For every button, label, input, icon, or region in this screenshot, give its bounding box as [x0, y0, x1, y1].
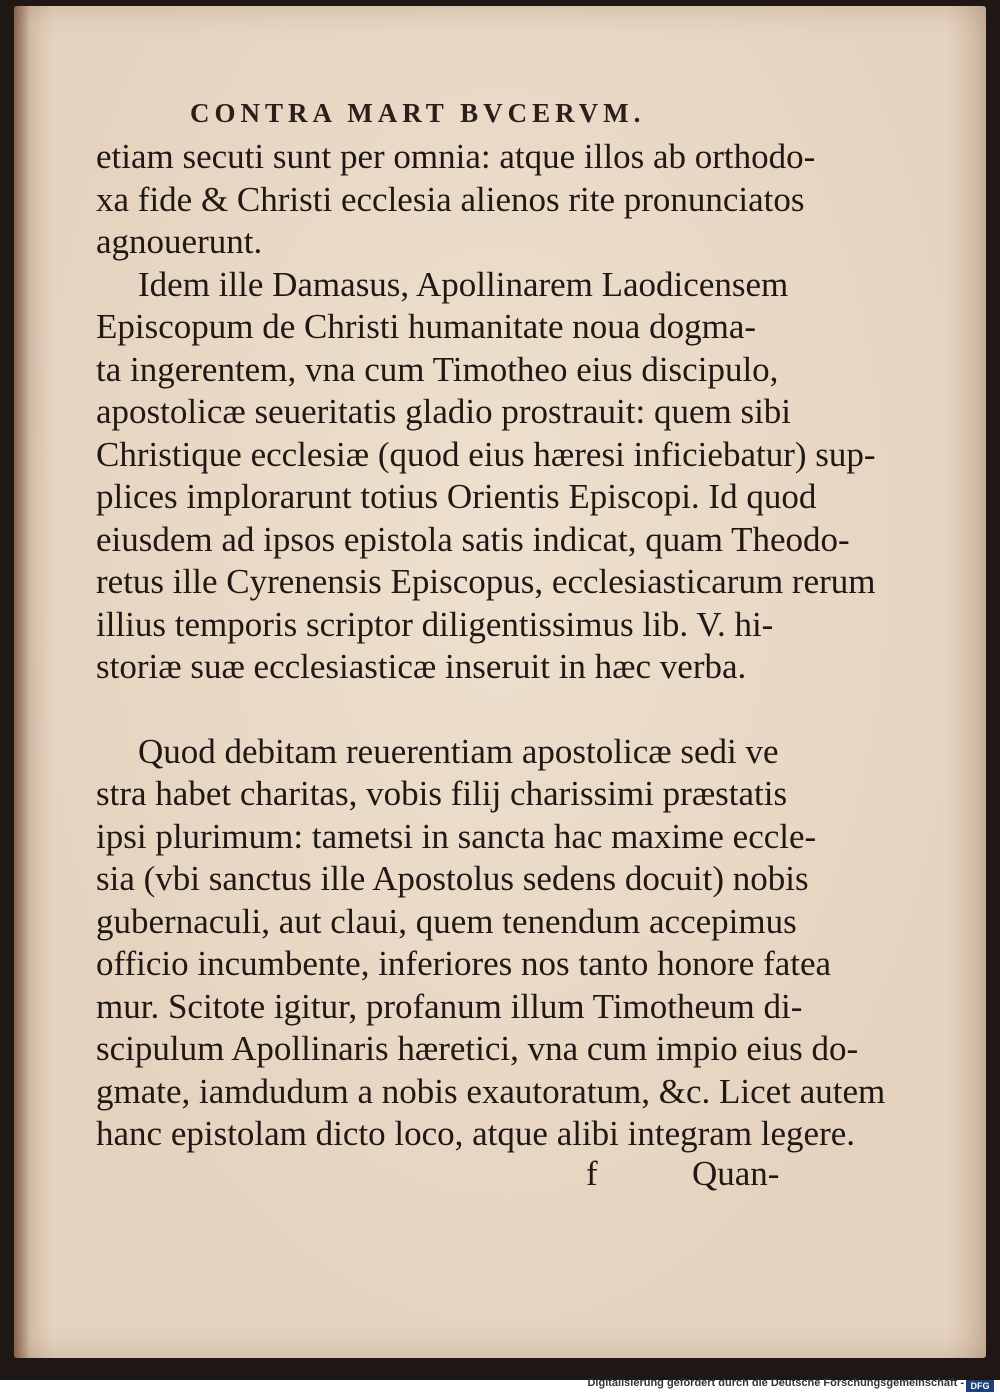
text-line: officio incumbente, inferiores nos tanto honore fatea: [96, 944, 832, 983]
catchword: Quan-: [692, 1154, 780, 1193]
text-line: etiam secuti sunt per omnia: atque illos ab orthodo-: [96, 137, 816, 176]
text-line: xa fide & Christi ecclesia alienos rite pronunciatos: [96, 179, 805, 219]
book-page: [14, 6, 986, 1358]
text-line: Idem ille Damasus, Apollinarem Laodicensem: [138, 264, 789, 304]
text-line: eiusdem ad ipsos epistola satis indicat, quam Theodo-: [96, 519, 850, 559]
dfg-logo: DFG: [966, 1380, 994, 1392]
catch-line: [14, 1154, 986, 1196]
signature-mark: f: [586, 1154, 598, 1193]
text-line: stra habet charitas, vobis filij charissimi præstatis: [96, 774, 788, 813]
text-line: gmate, iamdudum a nobis exautoratum, &c. Licet autem: [96, 1071, 886, 1111]
text-line: ta ingerentem, vna cum Timotheo eius discipulo,: [96, 349, 779, 389]
text-line: mur. Scitote igitur, profanum illum Timotheum di-: [96, 986, 803, 1026]
text-line: Episcopum de Christi humanitate noua dogma-: [96, 307, 757, 346]
text-line: gubernaculi, aut claui, quem tenendum accepimus: [96, 901, 797, 941]
text-line: Christique ecclesiæ (quod eius hæresi inficiebatur) sup-: [96, 434, 876, 474]
text-line: illius temporis scriptor diligentissimus lib. V. hi-: [96, 604, 774, 644]
footer-credit: Digitalisierung gefördert durch die Deutsche Forschungsgemeinschaft -: [587, 1377, 964, 1389]
text-line: plices implorarunt totius Orientis Episcopi. Id quod: [96, 477, 817, 516]
text-line: retus ille Cyrenensis Episcopus, ecclesiasticarum rerum: [96, 562, 876, 601]
running-head: CONTRA MART BVCERVM.: [190, 98, 646, 128]
text-line: sia (vbi sanctus ille Apostolus sedens docuit) nobis: [96, 859, 809, 898]
text-line: hanc epistolam dicto loco, atque alibi integram legere.: [96, 1114, 856, 1153]
text-line: apostolicæ seueritatis gladio prostrauit: quem sibi: [96, 392, 792, 431]
main-text: [96, 136, 886, 1156]
text-line: ipsi plurimum: tametsi in sancta hac maxime eccle-: [96, 816, 817, 856]
text-line: agnouerunt.: [96, 222, 263, 261]
text-line: Quod debitam reuerentiam apostolicæ sedi ve: [138, 731, 779, 771]
text-line: scipulum Apollinaris hæretici, vna cum impio eius do-: [96, 1029, 859, 1068]
paragraph-gap: [96, 689, 836, 731]
text-line: storiæ suæ ecclesiasticæ inseruit in hæc verba.: [96, 647, 747, 686]
